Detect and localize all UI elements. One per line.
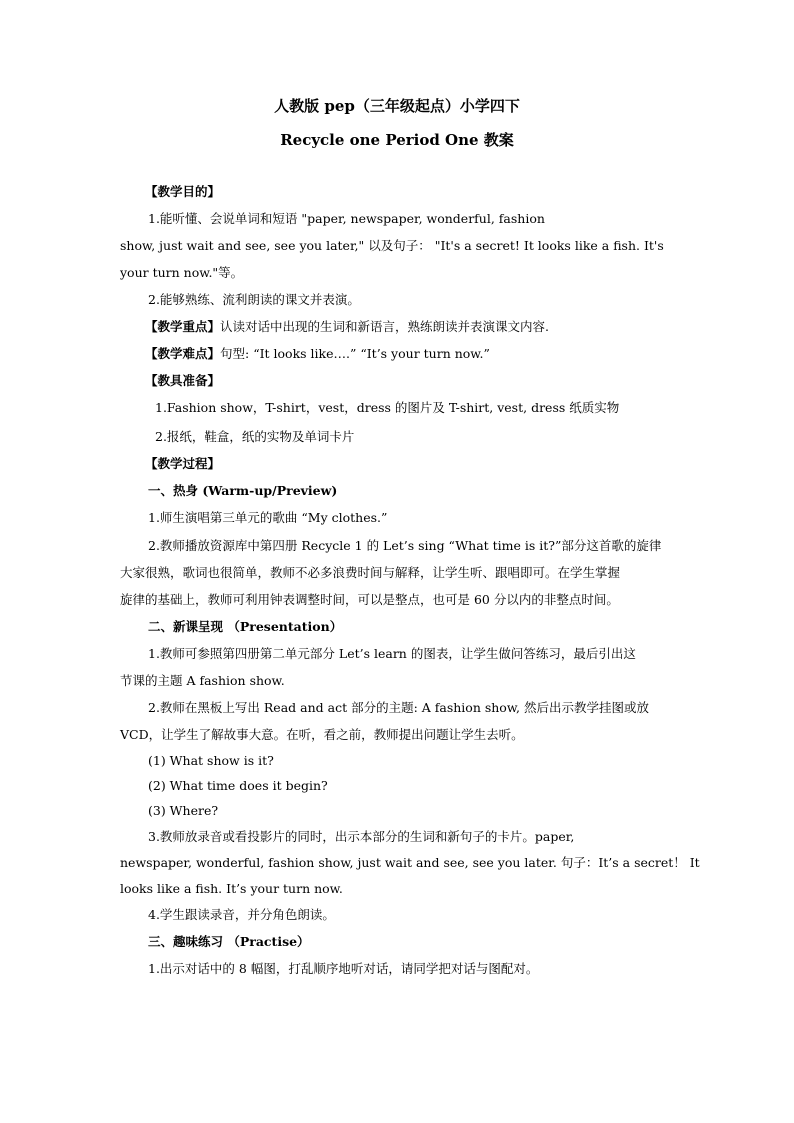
warmup-line-2c: 旋律的基础上，教师可利用钟表调整时间，可以是整点，也可是 60 分以内的非整点时间。 [120,592,619,607]
difficult-points-label: 【教学难点】 [145,346,221,361]
section-process-heading: 【教学过程】 [145,456,221,471]
doc-subtitle: Recycle one Period One 教案 [280,131,514,149]
warmup-line-2b: 大家很熟，歌词也很简单，教师不必多浪费时间与解释，让学生听、跟唱即可。在学生掌握 [120,565,621,580]
warmup-line-1: 1.师生演唱第三单元的歌曲 “My clothes.” [148,510,388,525]
section-goal-heading: 【教学目的】 [145,184,221,199]
presentation-line-4: 4.学生跟读录音，并分角色朗读。 [148,907,335,922]
difficult-points-text: 句型: “It looks like….” “It’s your turn now.” [220,346,490,361]
presentation-line-3a: 3.教师放录音或看投影片的同时，出示本部分的生词和新句子的卡片。paper, [148,829,575,844]
key-points-line [145,318,549,336]
warmup-heading: 一、热身 (Warm-up/Preview) [148,483,338,498]
key-points-text: 认读对话中出现的生词和新语言，熟练朗读并表演课文内容. [220,319,549,334]
presentation-heading: 二、新课呈现 （Presentation） [148,619,343,634]
key-points-label: 【教学重点】 [145,319,221,334]
goal-line-1b: show, just wait and see, see you later," 以及句子： "It's a secret! It looks like a fish. It's [120,238,664,253]
goal-line-2: 2.能够熟练、流利朗读的课文并表演。 [148,292,360,307]
practise-heading: 三、趣味练习 （Practise） [148,934,310,949]
question-2: (2) What time does it begin? [148,778,328,793]
section-tools-heading: 【教具准备】 [145,373,221,388]
difficult-points-line [145,345,490,363]
tools-line-2: 2.报纸，鞋盒，纸的实物及单词卡片 [155,429,355,444]
question-3: (3) Where? [148,803,219,818]
presentation-line-3c: looks like a fish. It’s your turn now. [120,881,343,896]
presentation-line-2b: VCD，让学生了解故事大意。在听，看之前，教师提出问题让学生去听。 [120,727,524,742]
presentation-line-1a: 1.教师可参照第四册第二单元部分 Let’s learn 的图表，让学生做问答练习，最后引出这 [148,646,636,661]
warmup-line-2a: 2.教师播放资源库中第四册 Recycle 1 的 Let’s sing “What time is it?”部分这首歌的旋律 [148,538,662,553]
goal-line-1a: 1.能听懂、会说单词和短语 "paper, newspaper, wonderful, fashion [148,211,545,226]
question-1: (1) What show is it? [148,753,274,768]
presentation-line-2a: 2.教师在黑板上写出 Read and act 部分的主题: A fashion show, 然后出示教学挂图或放 [148,700,649,715]
tools-line-1: 1.Fashion show，T-shirt，vest，dress 的图片及 T-shirt, vest, dress 纸质实物 [155,400,620,415]
presentation-line-1b: 节课的主题 A fashion show. [120,673,285,688]
goal-line-1c: your turn now."等。 [120,265,244,280]
doc-title: 人教版 pep（三年级起点）小学四下 [274,97,520,115]
presentation-line-3b: newspaper, wonderful, fashion show, just wait and see, see you later. 句子：It’s a secret！ It [120,855,700,870]
practise-line-1: 1.出示对话中的 8 幅图，打乱顺序地听对话，请同学把对话与图配对。 [148,961,539,976]
